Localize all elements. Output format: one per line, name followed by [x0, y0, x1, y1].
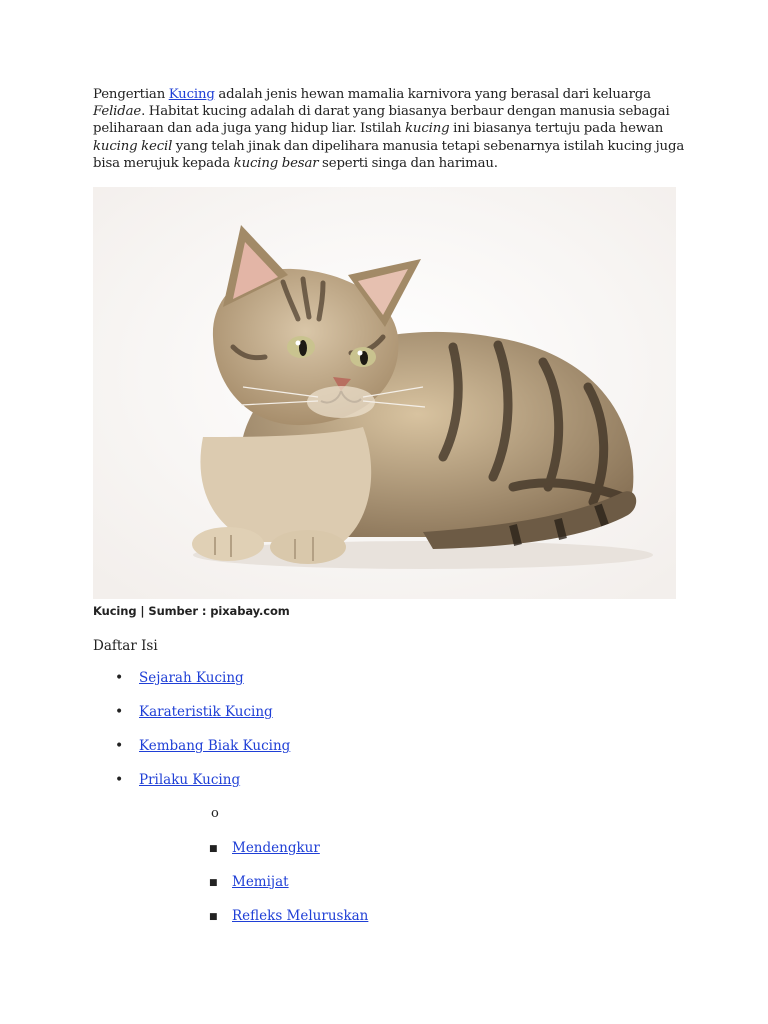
- kitten-illustration: [93, 187, 676, 599]
- toc-subitem-empty: [93, 804, 693, 838]
- square-bullet-icon: ■: [209, 878, 218, 889]
- kucing-kecil-term: kucing kecil: [93, 138, 173, 154]
- toc-item-karateristik: [93, 702, 693, 736]
- toc-link-karateristik-kucing[interactable]: Karateristik Kucing: [139, 704, 273, 721]
- toc-link-memijat[interactable]: Memijat: [232, 874, 289, 891]
- square-bullet-icon: ■: [209, 912, 218, 923]
- table-of-contents: [93, 668, 693, 940]
- circle-bullet-icon: o: [211, 806, 219, 822]
- toc-title: Daftar Isi: [93, 638, 158, 655]
- kitten-photo: [93, 187, 676, 599]
- toc-subitem-refleks: [93, 906, 693, 940]
- intro-paragraph: [93, 86, 693, 172]
- square-bullet-icon: ■: [209, 844, 218, 855]
- toc-subitem-memijat: [93, 872, 693, 906]
- felidae-term: Felidae: [93, 104, 142, 120]
- intro-text-2: adalah jenis hewan mamalia karnivora yang berasal dari keluarga: [214, 87, 651, 102]
- kucing-link[interactable]: Kucing: [168, 87, 215, 102]
- kucing-besar-term: kucing besar: [233, 155, 319, 171]
- bullet-icon: •: [115, 738, 124, 755]
- toc-link-kembang-biak-kucing[interactable]: Kembang Biak Kucing: [139, 738, 291, 755]
- intro-text-4: ini biasanya tertuju pada hewan: [449, 121, 664, 137]
- toc-link-mendengkur[interactable]: Mendengkur: [232, 840, 320, 857]
- toc-link-sejarah-kucing[interactable]: Sejarah Kucing: [139, 670, 244, 687]
- toc-link-prilaku-kucing[interactable]: Prilaku Kucing: [139, 772, 241, 789]
- toc-subitem-mendengkur: [93, 838, 693, 872]
- document-page: [93, 86, 693, 940]
- intro-text-6: seperti singa dan harimau.: [318, 155, 498, 171]
- toc-item-prilaku: [93, 770, 693, 804]
- image-caption: Kucing | Sumber : pixabay.com: [93, 604, 290, 619]
- intro-text-1: Pengertian: [93, 87, 169, 102]
- bullet-icon: •: [115, 670, 124, 687]
- bullet-icon: •: [115, 704, 124, 721]
- intro-text-5: yang telah jinak dan dipelihara manusia tetapi sebenarnya istilah kucing juga bisa merujuk kepada: [93, 138, 685, 171]
- toc-link-refleks-meluruskan[interactable]: Refleks Meluruskan: [232, 908, 369, 925]
- intro-text-3: . Habitat kucing adalah di darat yang biasanya berbaur dengan manusia sebagai peliharaan dan ada juga yang hidup liar. Istilah: [93, 104, 670, 137]
- bullet-icon: •: [115, 772, 124, 789]
- toc-item-kembang-biak: [93, 736, 693, 770]
- kucing-term: kucing: [405, 121, 450, 137]
- toc-item-sejarah: [93, 668, 693, 702]
